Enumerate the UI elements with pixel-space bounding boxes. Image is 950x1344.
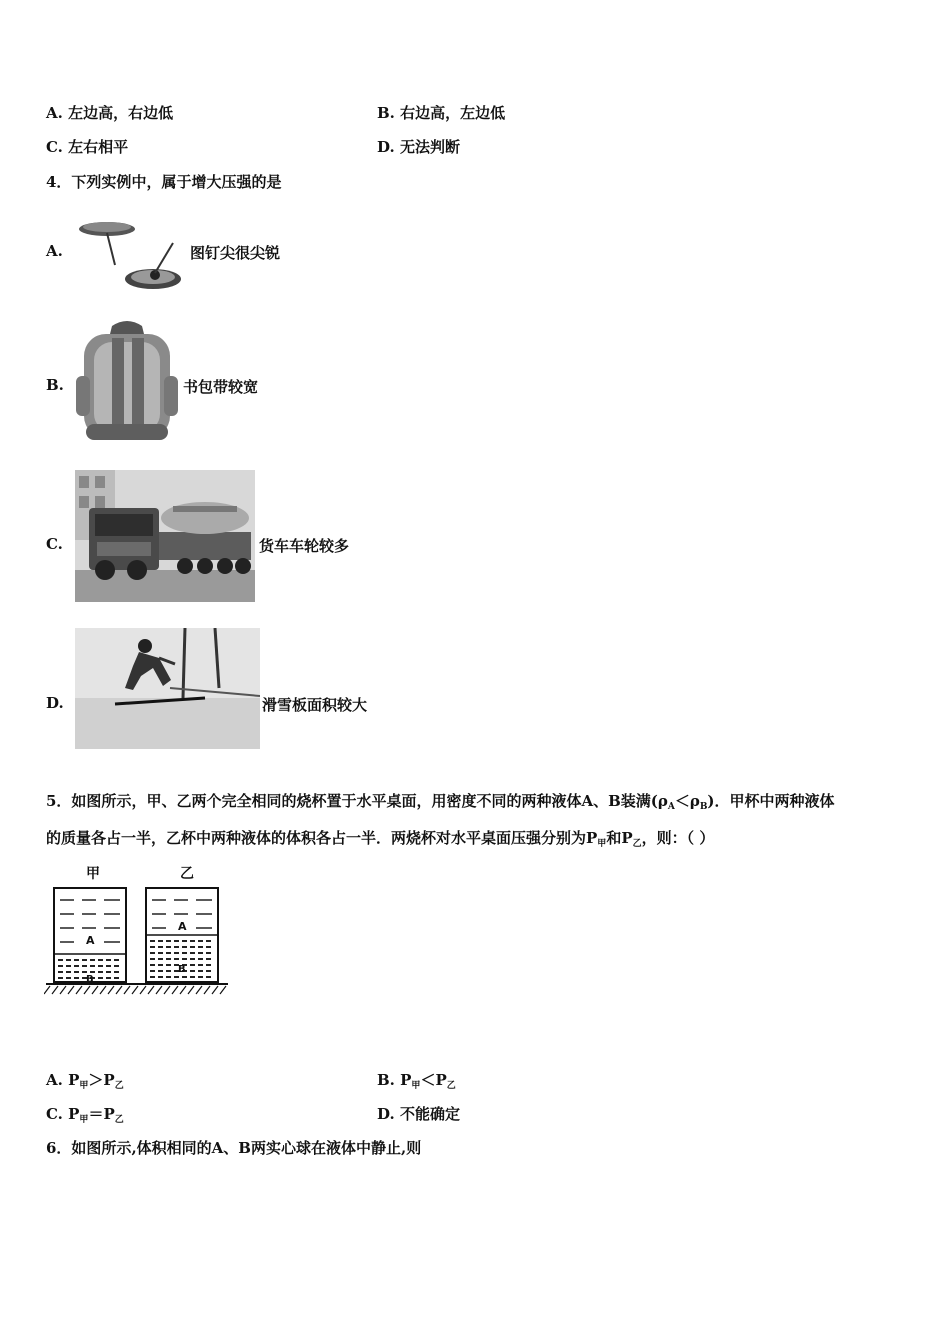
q5-stem-line1: 5．如图所示，甲、乙两个完全相同的烧杯置于水平桌面，用密度不同的两种液体A、B装满$(\rho_A<\rho_B)$．甲杯中两种液体 [46, 792, 835, 812]
q6-stem: 6．如图所示,体积相同的A、B两实心球在液体中静止,则 [46, 1139, 422, 1157]
q4-option-c-text: 货车车轮较多 [259, 537, 350, 555]
q5-option-c: C. $P_甲=P_乙$ [46, 1105, 124, 1125]
q4-option-d-key: D. [46, 694, 64, 712]
beaker-jia-label: 甲 [86, 866, 100, 882]
liquid-a-label-yi: A [178, 920, 187, 933]
q4-option-a-text: 图钉尖很尖锐 [190, 244, 281, 262]
q3-option-b: B. 右边高，左边低 [377, 104, 506, 122]
skier-image [75, 628, 260, 749]
q4-stem: 4．下列实例中，属于增大压强的是 [46, 173, 282, 191]
liquid-a-label-jia: A [86, 934, 95, 947]
q5-option-d: D. 不能确定 [377, 1105, 460, 1123]
beakers-diagram [44, 860, 230, 996]
q4-option-d-text: 滑雪板面积较大 [262, 696, 368, 714]
q5-stem-line2: 的质量各占一半，乙杯中两种液体的体积各占一半．两烧杯对水平桌面压强分别为$P_甲$和$P_乙$，则：（ ） [46, 829, 715, 849]
truck-image [75, 470, 255, 602]
liquid-b-label-yi: B [178, 964, 186, 975]
q4-option-c-key: C. [46, 535, 63, 553]
backpack-image [72, 316, 182, 444]
q3-option-a: A. 左边高，右边低 [46, 104, 174, 122]
thumbtack-image [75, 215, 195, 293]
beaker-yi-label: 乙 [180, 866, 194, 882]
q4-option-a-key: A. [46, 242, 63, 260]
liquid-b-label-jia: B [86, 974, 94, 985]
q5-option-b: B. $P_甲<P_乙$ [377, 1071, 456, 1091]
q4-option-b-key: B. [46, 376, 64, 394]
q3-option-d: D. 无法判断 [377, 138, 460, 156]
q3-option-c: C. 左右相平 [46, 138, 129, 156]
q4-option-b-text: 书包带较宽 [183, 378, 259, 396]
q5-option-a: A. $P_甲>P_乙$ [46, 1071, 124, 1091]
